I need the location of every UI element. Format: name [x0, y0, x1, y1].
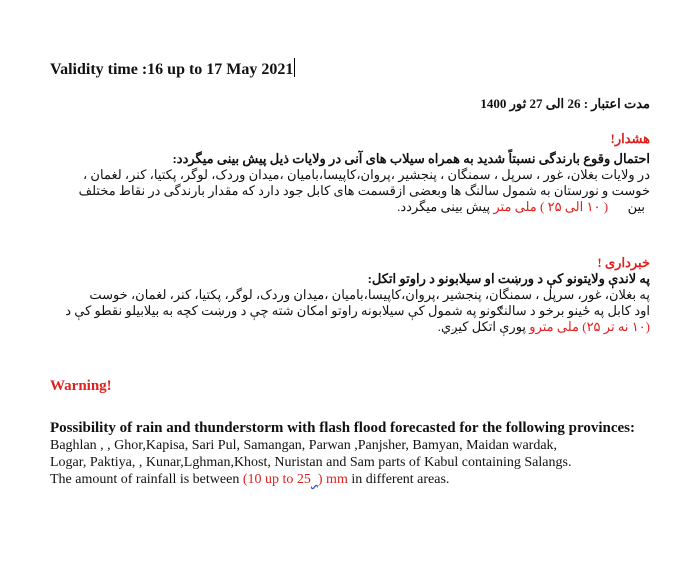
validity-time-dari: مدت اعتبار : 26 الی 27 ثور 1400 — [480, 96, 650, 111]
dari-body-line-1: در ولایات بغلان، غور ، سرپل ، سمنگان ، پنجشیر ،پروان،کاپیسا،بامیان ،میدان وردک، لوگر، پکتیا، کنر، لغمان ، — [82, 167, 650, 182]
dari-body-line-3 — [40, 199, 650, 215]
amount-prefix: The amount of rainfall is between — [50, 472, 240, 487]
pashto-body-line-1: په بغلان، غور، سرپل ، سمنگان، پنجشیر ،پروان،کاپیسا،بامیان ،میدان وردک، لوگر، پکتیا، کنر، لغمان، خوست — [89, 287, 650, 302]
amount-suffix: in different areas. — [351, 472, 450, 487]
validity-text: Validity time :16 up to 17 May 2021 — [50, 61, 294, 78]
text-cursor — [294, 58, 295, 77]
dari-body-line-2: خوست و نورستان به شمول سالنگ ها وبعضی ازقسمت های کابل جود دارد که مقدار بارندگی در نقاط مختلف — [78, 183, 650, 198]
pashto-rainfall-amount: (۱۰ نه تر ۲۵) ملی مترو — [529, 319, 650, 334]
english-amount-line — [50, 471, 660, 488]
english-provinces-line-1: Baghlan , , Ghor,Kapisa, Sari Pul, Samangan, Parwan ,Panjsher, Bamyan, Maidan wardak, — [50, 438, 558, 453]
spellcheck-mark — [311, 472, 318, 487]
pashto-warning-subheading: په لاندې ولایتونو کې د ورښت او سیلابونو د راوتو اتکل: — [367, 271, 650, 286]
pashto-body-line-3 — [40, 319, 650, 335]
english-warning-heading: Warning! — [50, 378, 112, 394]
english-warning-body — [50, 420, 660, 488]
amount-range: (10 up to 25 ) mm — [242, 472, 348, 487]
english-intro: Possibility of rain and thunderstorm with flash flood forecasted for the following provinces: — [50, 420, 636, 436]
pashto-body-line-2: اود کابل په ځینو برخو د سالنګونو په شمول کې سیلابونه راوتو امکان شته چې د ورښت کچه به بیلابیلو نقطو کې د — [65, 303, 650, 318]
dari-warning-section — [40, 131, 650, 215]
dari-rainfall-amount: ( ۱۰ الی ۲۵ ) ملی متر — [493, 199, 609, 214]
english-provinces-line-2: Logar, Paktiya, , Kunar,Lghman,Khost, Nuristan and Sam parts of Kabul containing Salangs. — [50, 455, 572, 470]
pashto-warning-heading: خبرداری ! — [597, 255, 650, 270]
dari-warning-heading: هشدار! — [610, 131, 650, 146]
validity-time-english — [50, 58, 295, 79]
dari-forecast-end: پیش بینی میگردد. — [397, 199, 491, 214]
pashto-warning-section — [40, 255, 650, 335]
dari-warning-subheading: احتمال وقوع بارندگی نسبتاً شدید به همراه سیلاب های آنی در ولایات ذیل پیش بینی میگردد: — [172, 151, 650, 166]
dari-between-word: بین — [627, 199, 645, 214]
pashto-forecast-end: پورې اتکل کیږي. — [437, 319, 527, 334]
